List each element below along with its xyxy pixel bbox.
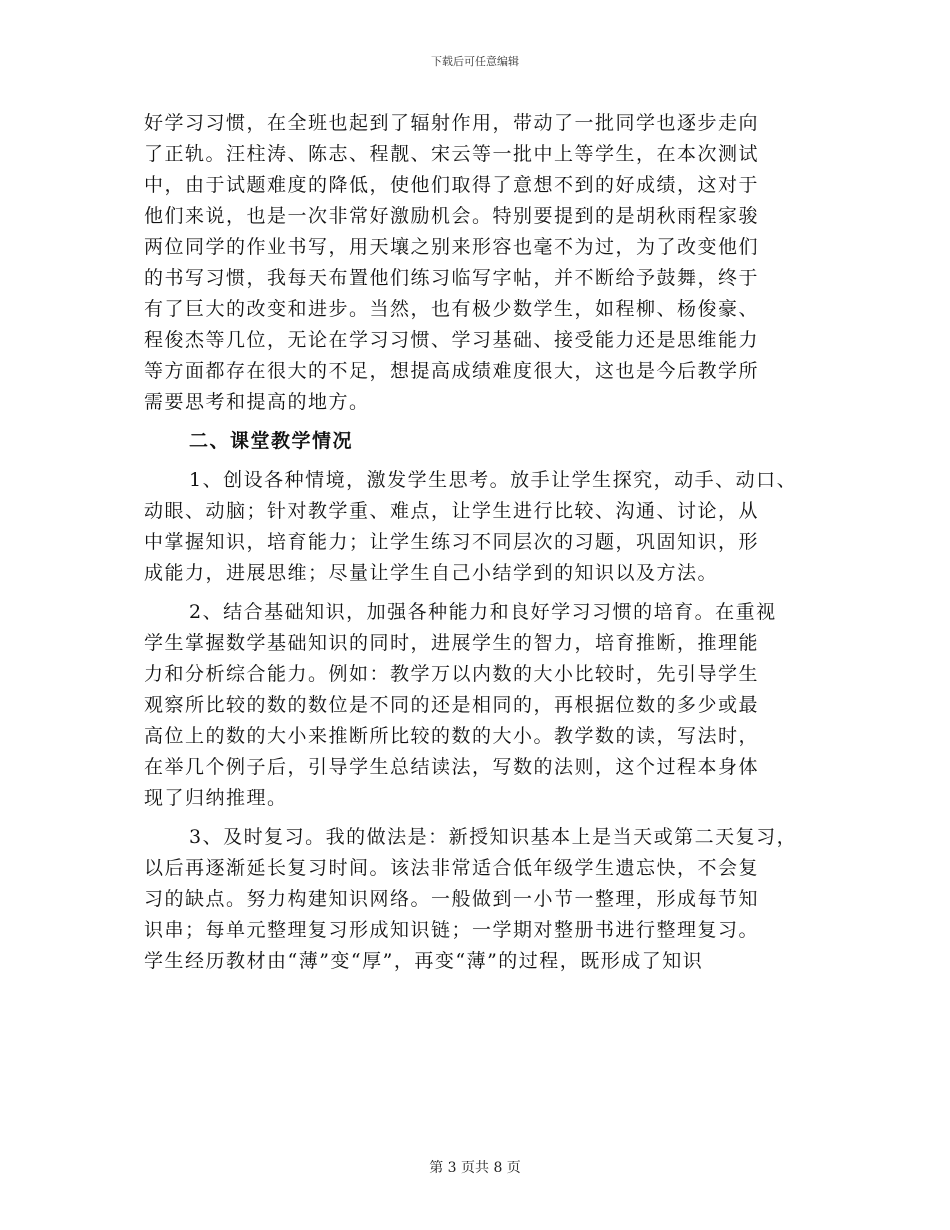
page-header: 下载后可任意编辑 — [431, 55, 519, 68]
body-line: 识串；每单元整理复习形成知识链；一学期对整册书进行整理复习。 — [144, 919, 760, 941]
body-line: 中，由于试题难度的降低，使他们取得了意想不到的好成绩，这对于 — [144, 174, 760, 196]
body-line: 力和分析综合能力。例如：教学万以内数的大小比较时，先引导学生 — [144, 663, 760, 685]
body-line: 高位上的数的大小来推断所比较的数的大小。教学数的读，写法时， — [144, 725, 760, 747]
body-line: 成能力，进展思维；尽量让学生自己小结学到的知识以及方法。 — [144, 562, 719, 584]
body-line: 在举几个例子后，引导学生总结读法，写数的法则，这个过程本身体 — [144, 756, 760, 778]
body-line: 需要思考和提高的地方。 — [144, 391, 370, 413]
body-line: 1、创设各种情境，激发学生思考。放手让学生探究，动手、动口、 — [189, 469, 798, 491]
body-line: 观察所比较的数的数位是不同的还是相同的，再根据位数的多少或最 — [144, 694, 760, 716]
body-line: 3、及时复习。我的做法是：新授知识基本上是当天或第二天复习， — [189, 826, 798, 848]
body-line: 好学习习惯，在全班也起到了辐射作用，带动了一批同学也逐步走向 — [144, 112, 760, 134]
body-line: 2、结合基础知识，加强各种能力和良好学习习惯的培育。在重视 — [189, 601, 777, 623]
body-line: 动眼、动脑；针对教学重、难点，让学生进行比较、沟通、讨论，从 — [144, 500, 760, 522]
body-line: 现了归纳推理。 — [144, 787, 288, 809]
body-line: 等方面都存在很大的不足，想提高成绩难度很大，这也是今后教学所 — [144, 360, 760, 382]
page-number: 第 3 页共 8 页 — [429, 1160, 521, 1176]
body-line: 的书写习惯，我每天布置他们练习临写字帖，并不断给予鼓舞，终于 — [144, 267, 760, 289]
body-line: 中掌握知识，培育能力；让学生练习不同层次的习题，巩固知识，形 — [144, 531, 760, 553]
body-line: 习的缺点。努力构建知识网络。一般做到一小节一整理，形成每节知 — [144, 888, 760, 910]
body-line: 以后再逐渐延长复习时间。该法非常适合低年级学生遗忘快，不会复 — [144, 857, 760, 879]
body-line: 他们来说，也是一次非常好激励机会。特别要提到的是胡秋雨程家骏 — [144, 205, 760, 227]
body-line: 两位同学的作业书写，用天壤之别来形容也毫不为过，为了改变他们 — [144, 236, 760, 258]
body-line: 学生掌握数学基础知识的同时，进展学生的智力，培育推断，推理能 — [144, 632, 760, 654]
body-line: 有了巨大的改变和进步。当然，也有极少数学生，如程柳、杨俊豪、 — [144, 298, 760, 320]
section-heading: 二、课堂教学情况 — [189, 430, 354, 452]
document-body — [144, 108, 844, 977]
body-line: 程俊杰等几位，无论在学习习惯、学习基础、接受能力还是思维能力 — [144, 329, 760, 351]
body-line: 了正轨。汪柱涛、陈志、程靓、宋云等一批中上等学生，在本次测试 — [144, 143, 760, 165]
body-line: 学生经历教材由“薄”变“厚”，再变“薄”的过程，既形成了知识 — [144, 950, 704, 972]
